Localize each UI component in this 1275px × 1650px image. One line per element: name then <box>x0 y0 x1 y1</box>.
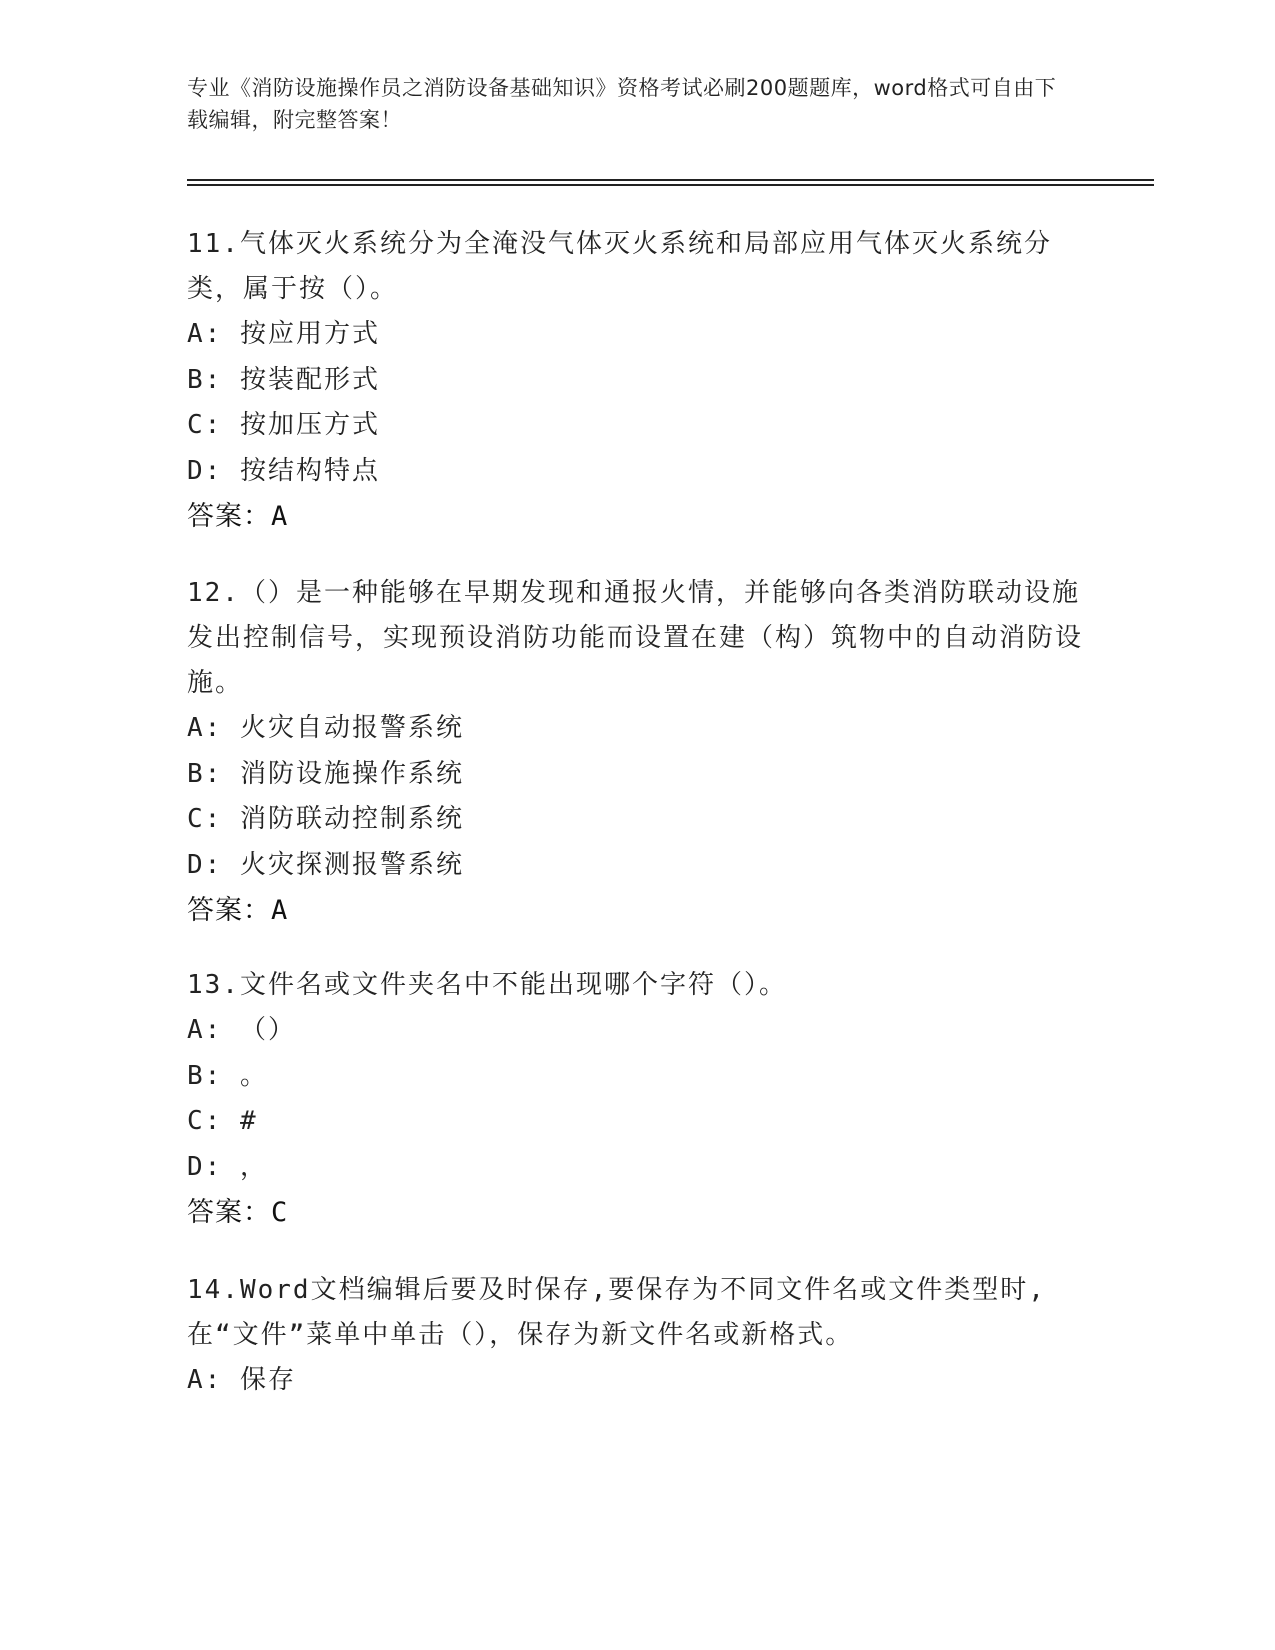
option-b: B: 按装配形式 <box>187 364 380 395</box>
option-c: C: 消防联动控制系统 <box>187 804 464 834</box>
answer-label: 答案： <box>187 501 271 532</box>
question-13 <box>187 963 1087 1236</box>
option-a: A: 保存 <box>187 1365 296 1395</box>
option-d: D: ， <box>187 1151 268 1182</box>
option-a: A: 火灾自动报警系统 <box>187 713 464 743</box>
question-stem: 12.（）是一种能够在早期发现和通报火情，并能够向各类消防联动设施发出控制信号，实现预设消防功能而设置在建（构）筑物中的自动消防设施。 <box>187 578 1084 698</box>
option-c: C: 按加压方式 <box>187 410 380 440</box>
header-divider-top <box>187 179 1154 181</box>
option-d: D: 火灾探测报警系统 <box>187 849 464 880</box>
option-b: B: 。 <box>187 1060 268 1091</box>
document-header: 专业《消防设施操作员之消防设备基础知识》资格考试必刷200题题库，word格式可自由下载编辑，附完整答案！ <box>187 76 1057 132</box>
question-stem: 11.气体灭火系统分为全淹没气体灭火系统和局部应用气体灭火系统分类，属于按（）。 <box>187 229 1052 304</box>
answer-value: A <box>271 501 289 532</box>
answer-line <box>187 494 1087 540</box>
question-stem: 14.Word文档编辑后要及时保存,要保存为不同文件名或文件类型时,在“文件”菜单中单击（），保存为新文件名或新格式。 <box>187 1275 1046 1350</box>
answer-line <box>187 888 1087 934</box>
question-stem: 13.文件名或文件夹名中不能出现哪个字符（）。 <box>187 970 787 1000</box>
answer-label: 答案： <box>187 895 271 926</box>
answer-value: C <box>271 1197 289 1228</box>
answer-label: 答案： <box>187 1197 271 1228</box>
question-11 <box>187 222 1087 540</box>
option-c: C: # <box>187 1106 258 1136</box>
option-a: A: 按应用方式 <box>187 319 380 349</box>
option-a: A: （） <box>187 1015 296 1045</box>
question-12 <box>187 571 1087 934</box>
option-b: B: 消防设施操作系统 <box>187 758 464 789</box>
answer-line <box>187 1190 1087 1236</box>
option-d: D: 按结构特点 <box>187 455 380 486</box>
question-14 <box>187 1268 1087 1404</box>
answer-value: A <box>271 895 289 926</box>
header-divider-bottom <box>187 184 1154 186</box>
